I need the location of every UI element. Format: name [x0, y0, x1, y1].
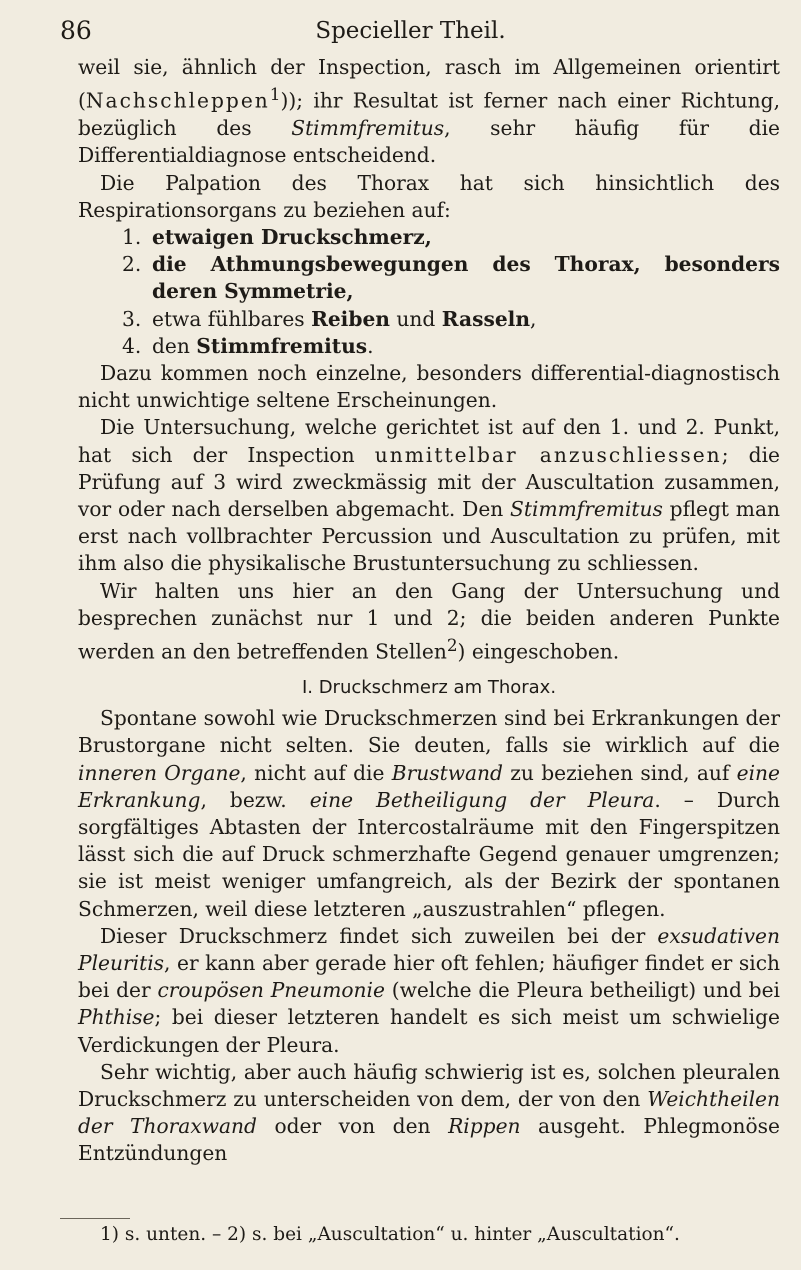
body-text	[78, 54, 780, 1168]
paragraph-3: Dazu kommen noch einzelne, besonders differential-diagnostisch nicht unwichtige seltene Erscheinungen.	[78, 360, 780, 413]
list-item	[78, 306, 780, 333]
paragraph-5	[78, 578, 780, 666]
emphasis-spaced: Nachschleppen	[85, 88, 270, 113]
list-text-bold: Reiben	[311, 306, 390, 331]
list-text: und	[390, 306, 442, 331]
emphasis-spaced: unmittelbar anzuschliessen	[374, 442, 722, 467]
running-head: Specieller Theil.	[315, 18, 506, 44]
list-text: .	[367, 333, 374, 358]
text-run: , sehr häufig für die Differentialdiagnose entscheidend.	[78, 116, 781, 168]
emphasis-italic: inneren Organe	[78, 760, 241, 785]
section-heading: I. Druckschmerz am Thorax.	[301, 676, 557, 698]
text-run: weil sie, ähnlich der Inspection, rasch im Allgemeinen orientirt (	[78, 55, 780, 113]
text-run: oder von den	[256, 1114, 449, 1139]
list-item	[78, 251, 780, 305]
list-number: 1.	[122, 224, 142, 249]
list-text-bold: Stimmfremitus	[196, 333, 368, 358]
paragraph-6	[78, 705, 780, 923]
text-run: Die Untersuchung, welche gerichtet ist auf den 1. und 2. Punkt, hat sich der Inspection	[78, 415, 780, 467]
text-run: zu beziehen sind, auf	[502, 760, 737, 785]
paragraph-8	[78, 1059, 780, 1168]
page-number: 86	[60, 16, 92, 45]
list-number: 2.	[122, 252, 142, 277]
emphasis-italic: Brustwand	[391, 760, 503, 785]
list-text: ,	[530, 306, 537, 331]
footnote-divider	[60, 1218, 130, 1219]
text-run: ; die Prüfung auf 3 wird zweckmässig mit der Auscultation zusammen, vor oder nach derselben abgemacht. Den	[78, 442, 781, 521]
footnote-ref: 2	[446, 635, 458, 655]
list-item	[78, 224, 780, 251]
list-text: etwaigen Druckschmerz,	[152, 224, 432, 249]
list-text-bold: Rasseln	[441, 306, 531, 331]
palpation-list	[78, 224, 780, 360]
text-run: Sehr wichtig, aber auch häufig schwierig ist es, solchen pleuralen Druckschmerz zu unterscheiden von dem, der von den	[78, 1059, 780, 1111]
text-run: , bezw.	[200, 787, 310, 812]
text-run: ; bei dieser letzteren handelt es sich meist um schwielige Verdickungen der Pleura.	[78, 1005, 780, 1057]
emphasis-italic: eine Betheiligung der Pleura	[309, 787, 655, 812]
text-run: Wir halten uns hier an den Gang der Untersuchung und besprechen zunächst nur 1 und 2; die beiden anderen Punkte werden an den betreffenden Stellen	[78, 578, 780, 664]
text-run: ausgeht. Phlegmonöse Entzündungen	[78, 1114, 780, 1166]
list-text: etwa fühlbares	[152, 306, 312, 331]
page-header	[60, 16, 761, 50]
text-run: (welche die Pleura betheiligt) und bei	[384, 978, 780, 1003]
list-item	[78, 333, 780, 360]
emphasis-italic: croupösen Pneumonie	[157, 978, 385, 1003]
paragraph-2: Die Palpation des Thorax hat sich hinsichtlich des Respirationsorgans zu beziehen auf:	[78, 170, 780, 222]
text-run: . – Durch sorgfältiges Abtasten der Intercostalräume mit den Fingerspitzen lässt sich die auf Druck schmerzhafte Gegend genauer umgrenzen; sie ist meist weniger umfangreich, als der Bezirk der spontanen Schmerzen, weil diese letzteren „auszustrahlen“ pflegen.	[78, 787, 780, 921]
emphasis-italic: Rippen	[448, 1114, 521, 1139]
paragraph-1	[78, 54, 780, 170]
text-run: Dieser Druckschmerz findet sich zuweilen bei der	[100, 923, 658, 948]
emphasis-italic: Phthise	[78, 1005, 155, 1030]
emphasis-italic: Stimmfremitus	[291, 116, 445, 141]
emphasis-italic: Stimmfremitus	[510, 496, 663, 521]
list-text: die Athmungsbewegungen des Thorax, besonders deren Symmetrie,	[152, 252, 780, 304]
text-run: , nicht auf die	[240, 760, 392, 785]
text-run: , er kann aber gerade hier oft fehlen; häufiger findet er sich bei der	[78, 950, 780, 1003]
text-run: )); ihr Resultat ist ferner nach einer Richtung, bezüglich des	[78, 88, 780, 141]
text-run: Spontane sowohl wie Druckschmerzen sind bei Erkrankungen der Brustorgane nicht selten. Sie deuten, falls sie wirklich auf die	[78, 706, 780, 758]
list-text: den	[152, 333, 197, 358]
text-run: pflegt man erst nach vollbrachter Percussion und Auscultation zu prüfen, mit ihm also die physikalische Brustuntersuchung zu schliessen.	[78, 496, 780, 576]
emphasis-italic: exsudativen Pleuritis	[78, 923, 780, 975]
text-run: ) eingeschoben.	[457, 639, 620, 664]
footnote-ref: 1	[269, 84, 281, 105]
list-number: 4.	[122, 333, 142, 358]
paragraph-7	[78, 923, 780, 1059]
list-number: 3.	[122, 306, 142, 331]
emphasis-italic: eine Erkrankung	[78, 760, 780, 812]
footnotes: 1) s. unten. – 2) s. bei „Auscultation“ u. hinter „Auscultation“.	[100, 1224, 680, 1245]
emphasis-italic: Weichtheilen der Thoraxwand	[78, 1086, 780, 1139]
paragraph-4	[78, 414, 780, 577]
